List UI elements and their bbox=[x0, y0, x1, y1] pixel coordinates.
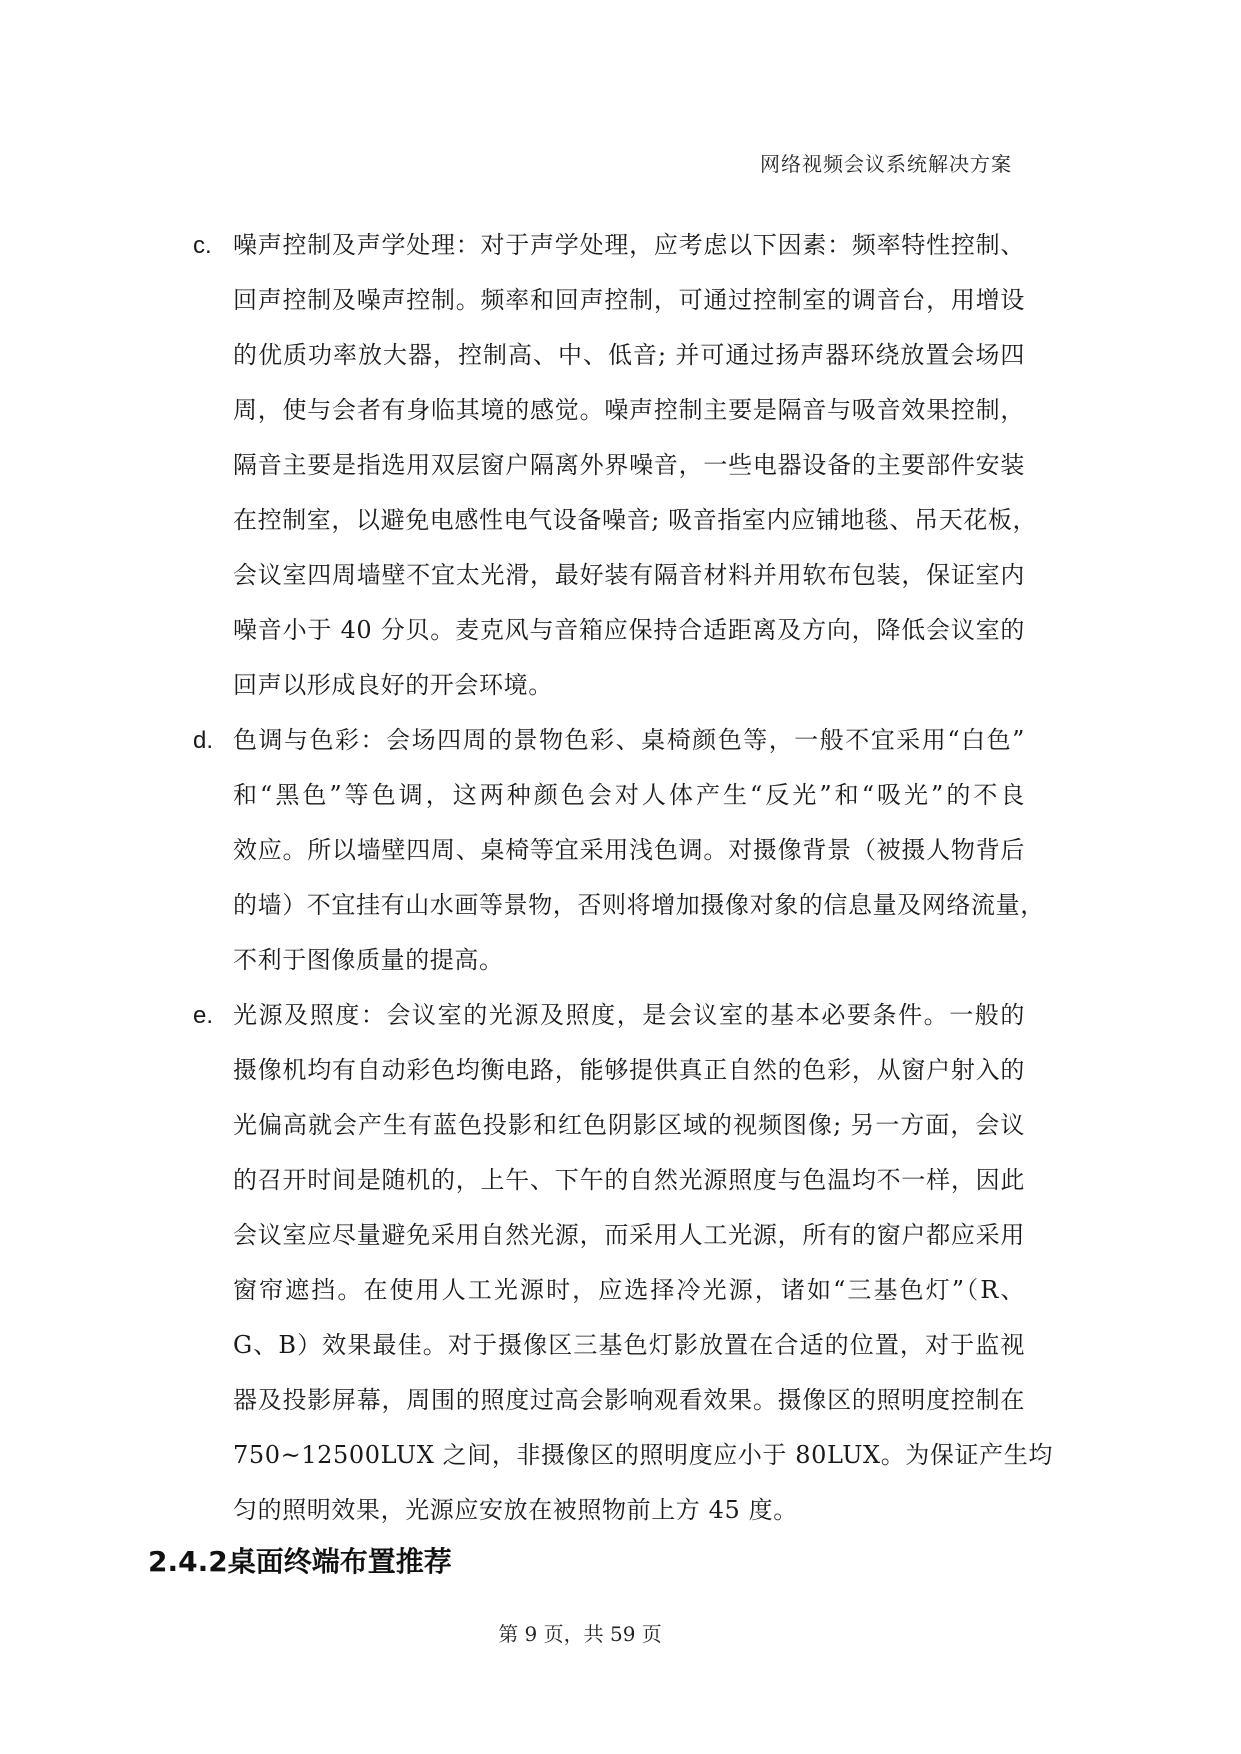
text-line: 在控制室，以避免电感性电气设备噪音; 吸音指室内应铺地毯、吊天花板， bbox=[233, 506, 1038, 534]
text-line: 会议室应尽量避免采用自然光源，而采用人工光源，所有的窗户都应采用 bbox=[233, 1221, 1025, 1249]
text-line: 噪音小于 40 分贝。麦克风与音箱应保持合适距离及方向，降低会议室的 bbox=[233, 616, 1025, 644]
text-line: 噪声控制及声学处理：对于声学处理，应考虑以下因素：频率特性控制、 bbox=[233, 231, 1025, 259]
list-item-d bbox=[193, 713, 1045, 988]
text-line: 效应。所以墙壁四周、桌椅等宜采用浅色调。对摄像背景（被摄人物背后 bbox=[233, 836, 1025, 864]
list-marker: c. bbox=[193, 232, 212, 259]
text-line: 匀的照明效果，光源应安放在被照物前上方 45 度。 bbox=[233, 1496, 798, 1524]
text-line: 750~12500LUX 之间，非摄像区的照明度应小于 80LUX。为保证产生均 bbox=[233, 1441, 1053, 1469]
text-line: 回声以形成良好的开会环境。 bbox=[233, 671, 553, 699]
document-body bbox=[193, 218, 1053, 1538]
section-heading: 2.4.2桌面终端布置推荐 bbox=[148, 1545, 452, 1578]
text-line: 和“黑色”等色调，这两种颜色会对人体产生“反光”和“吸光”的不良 bbox=[233, 781, 1025, 809]
text-line: 的墙）不宜挂有山水画等景物，否则将增加摄像对象的信息量及网络流量， bbox=[233, 891, 1045, 919]
list-marker: e. bbox=[193, 1002, 214, 1029]
list-item-e bbox=[193, 988, 1053, 1538]
text-line: 色调与色彩：会场四周的景物色彩、桌椅颜色等，一般不宜采用“白色” bbox=[233, 726, 1025, 754]
list-item-text bbox=[233, 713, 1045, 988]
text-line: 窗帘遮挡。在使用人工光源时，应选择冷光源，诸如“三基色灯”（R、 bbox=[233, 1276, 1025, 1304]
text-line: 器及投影屏幕，周围的照度过高会影响观看效果。摄像区的照明度控制在 bbox=[233, 1386, 1025, 1414]
text-line: 的召开时间是随机的，上午、下午的自然光源照度与色温均不一样，因此 bbox=[233, 1166, 1025, 1194]
text-line: 的优质功率放大器，控制高、中、低音; 并可通过扬声器环绕放置会场四 bbox=[233, 341, 1025, 369]
text-line: 不利于图像质量的提高。 bbox=[233, 946, 504, 974]
text-line: G、B）效果最佳。对于摄像区三基色灯影放置在合适的位置，对于监视 bbox=[233, 1331, 1025, 1359]
text-line: 摄像机均有自动彩色均衡电路，能够提供真正自然的色彩，从窗户射入的 bbox=[233, 1056, 1025, 1084]
page-footer: 第 9 页，共 59 页 bbox=[498, 1622, 662, 1646]
text-line: 光偏高就会产生有蓝色投影和红色阴影区域的视频图像; 另一方面，会议 bbox=[233, 1111, 1025, 1139]
text-line: 周，使与会者有身临其境的感觉。噪声控制主要是隔音与吸音效果控制， bbox=[233, 396, 1025, 424]
list-item-text bbox=[233, 218, 1038, 713]
document-header: 网络视频会议系统解决方案 bbox=[760, 152, 1012, 176]
text-line: 会议室四周墙壁不宜太光滑，最好装有隔音材料并用软布包装，保证室内 bbox=[233, 561, 1025, 589]
text-line: 回声控制及噪声控制。频率和回声控制，可通过控制室的调音台，用增设 bbox=[233, 286, 1025, 314]
text-line: 隔音主要是指选用双层窗户隔离外界噪音，一些电器设备的主要部件安装 bbox=[233, 451, 1025, 479]
list-item-text bbox=[233, 988, 1053, 1538]
list-item-c bbox=[193, 218, 1038, 713]
list-marker: d. bbox=[193, 727, 214, 754]
text-line: 光源及照度：会议室的光源及照度，是会议室的基本必要条件。一般的 bbox=[233, 1001, 1025, 1029]
